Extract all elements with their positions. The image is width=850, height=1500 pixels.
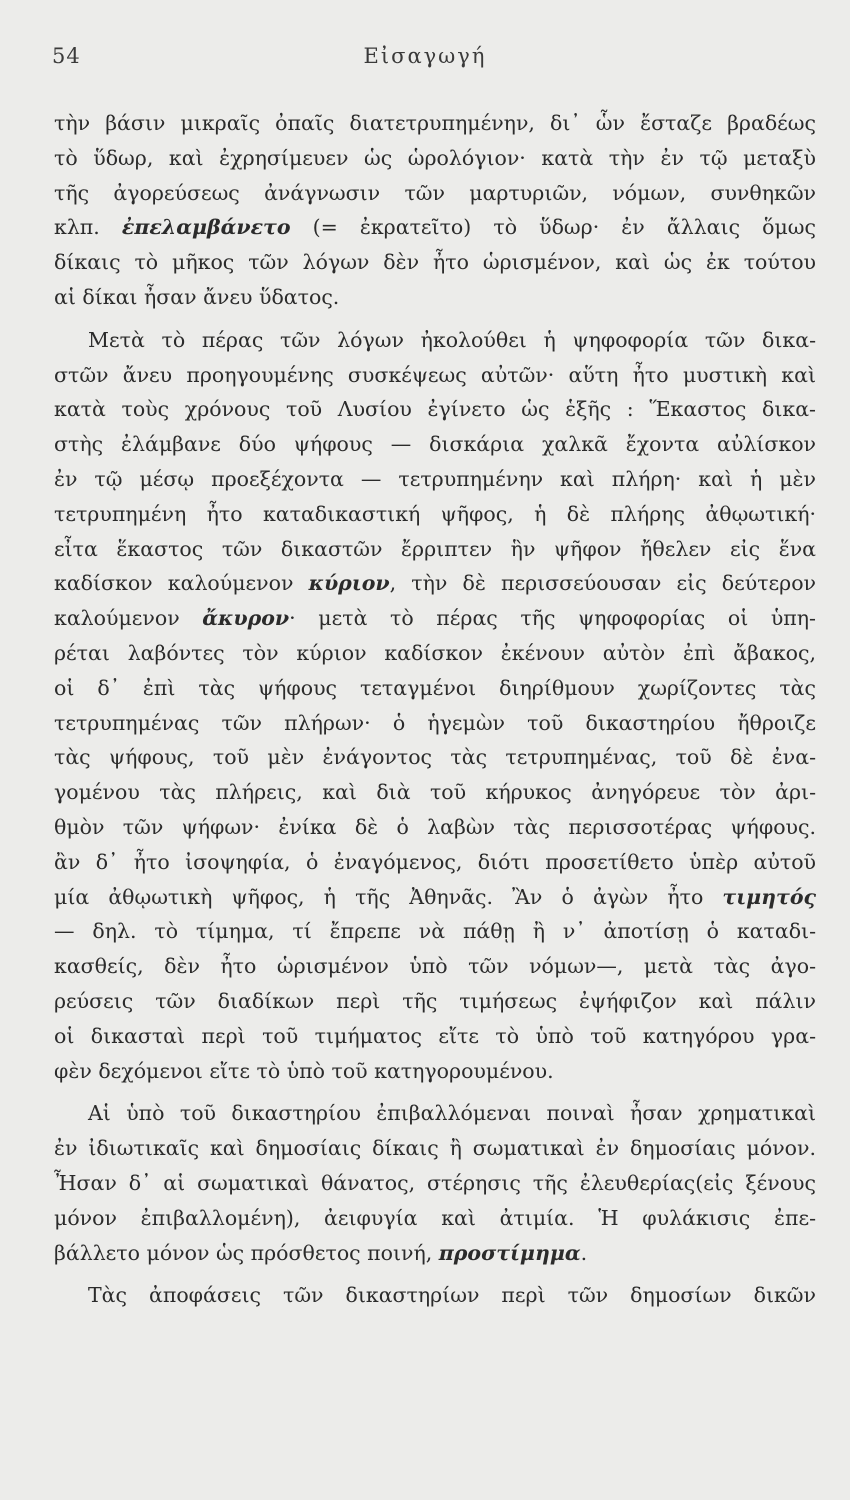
text-line <box>54 1131 816 1166</box>
text-run: καδίσκον καλούμενον <box>54 571 309 596</box>
text-run: κασθείς, δὲν ἦτο ὡρισμένον ὑπὸ τῶν νόμων—, μετὰ τὰς ἀγο- <box>54 954 816 979</box>
text-line <box>54 532 816 567</box>
text-run: ρεύσεις τῶν διαδίκων περὶ τῆς τιμήσεως ἐψήφιζον καὶ πάλιν <box>54 988 816 1013</box>
text-run: · μετὰ τὸ πέρας τῆς ψηφοφορίας οἱ ὑπη- <box>289 606 816 631</box>
text-line <box>54 497 816 532</box>
text-run: κατὰ τοὺς χρόνους τοῦ Λυσίου ἐγίνετο ὡς ἑξῆς : Ἕκαστος δικα- <box>54 397 816 422</box>
text-run: μία ἀθῳωτικὴ ψῆφος, ἡ τῆς Ἀθηνᾶς. Ἂν ὁ ἀγὼν ἦτο <box>54 884 723 909</box>
text-line <box>54 245 816 280</box>
text-run: τετρυπημένας τῶν πλήρων· ὁ ἡγεμὼν τοῦ δικαστηρίου ἤθροιζε <box>54 710 816 735</box>
text-run: Αἱ ὑπὸ τοῦ δικαστηρίου ἐπιβαλλόμεναι ποιναὶ ἦσαν χρηματικαὶ <box>88 1101 816 1126</box>
paragraph-1 <box>54 106 816 315</box>
text-run: . <box>580 1240 588 1265</box>
text-line <box>54 601 816 636</box>
emphasized-term: τιμητός <box>722 884 816 909</box>
text-line <box>54 176 816 211</box>
text-line <box>54 636 816 671</box>
text-run: , τὴν δὲ περισσεύουσαν εἰς δεύτερον <box>389 571 816 596</box>
text-run: τετρυπημένη ἦτο καταδικαστική ψῆφος, ἡ δὲ πλήρης ἀθῳωτική· <box>54 501 816 526</box>
text-run: βάλλετο μόνον ὡς πρόσθετος ποινή, <box>54 1240 439 1265</box>
emphasized-term: ἄκυρον <box>202 606 290 631</box>
text-line <box>54 1166 816 1201</box>
text-line <box>54 141 816 176</box>
text-line <box>54 1278 816 1313</box>
text-run: ἐν τῷ μέσῳ προεξέχοντα — τετρυπημένην καὶ πλήρη· καὶ ἡ μὲν <box>54 466 816 491</box>
text-run: τὸ ὕδωρ, καὶ ἐχρησίμευεν ὡς ὡρολόγιον· κατὰ τὴν ἐν τῷ μεταξὺ <box>54 145 816 170</box>
text-run: οἱ δικασταὶ περὶ τοῦ τιμήματος εἴτε τὸ ὑπὸ τοῦ κατηγόρου γρα- <box>54 1023 816 1048</box>
page-header <box>0 44 850 76</box>
text-run: φὲν δεχόμενοι εἴτε τὸ ὑπὸ τοῦ κατηγορουμένου. <box>54 1058 554 1083</box>
body-text <box>54 106 816 1313</box>
text-line <box>54 949 816 984</box>
text-line <box>54 1096 816 1131</box>
text-line <box>54 1201 816 1236</box>
text-line <box>54 775 816 810</box>
running-title: Εἰσαγωγή <box>363 44 487 68</box>
text-run: αἱ δίκαι ἦσαν ἄνευ ὕδατος. <box>54 284 340 309</box>
text-run: τὰς ψήφους, τοῦ μὲν ἐνάγοντος τὰς τετρυπημένας, τοῦ δὲ ἐνα- <box>54 745 816 770</box>
page-number: 54 <box>52 44 81 68</box>
text-line <box>54 323 816 358</box>
text-line <box>54 280 816 315</box>
text-run: ρέται λαβόντες τὸν κύριον καδίσκον ἐκένουν αὐτὸν ἐπὶ ἄβακος, <box>54 640 816 665</box>
paragraph-2 <box>54 323 816 1089</box>
text-line <box>54 880 816 915</box>
text-run: κλπ. <box>54 215 122 240</box>
text-run: ἐν ἰδιωτικαῖς καὶ δημοσίαις δίκαις ἢ σωματικαὶ ἐν δημοσίαις μόνον. <box>54 1136 816 1161</box>
text-run: τὴν βάσιν μικραῖς ὀπαῖς διατετρυπημένην, δι᾽ ὧν ἔσταζε βραδέως <box>54 111 816 135</box>
text-line <box>54 210 816 245</box>
text-run: Τὰς ἀποφάσεις τῶν δικαστηρίων περὶ τῶν δημοσίων δικῶν <box>88 1283 816 1308</box>
text-line <box>54 740 816 775</box>
text-line <box>54 462 816 497</box>
text-run: οἱ δ᾽ ἐπὶ τὰς ψήφους τεταγμένοι διηρίθμουν χωρίζοντες τὰς <box>54 675 816 700</box>
text-run: εἶτα ἕκαστος τῶν δικαστῶν ἔρριπτεν ἣν ψῆφον ἤθελεν εἰς ἕνα <box>54 536 816 561</box>
text-line <box>54 1236 816 1271</box>
text-line <box>54 914 816 949</box>
text-run: μόνον ἐπιβαλλομένη), ἀειφυγία καὶ ἀτιμία. Ἡ φυλάκισις ἐπε- <box>54 1205 816 1230</box>
text-run: στὴς ἐλάμβανε δύο ψήφους — δισκάρια χαλκᾶ ἔχοντα αὐλίσκον <box>54 432 816 457</box>
text-run: τῆς ἀγορεύσεως ἀνάγνωσιν τῶν μαρτυριῶν, νόμων, συνθηκῶν <box>54 180 816 205</box>
text-line <box>54 427 816 462</box>
text-line <box>54 810 816 845</box>
text-line <box>54 1054 816 1089</box>
text-line <box>54 671 816 706</box>
text-line <box>54 106 816 141</box>
emphasized-term: ἐπελαμβάνετο <box>121 215 291 240</box>
text-line <box>54 1019 816 1054</box>
emphasized-term: κύριον <box>308 571 390 596</box>
emphasized-term: προστίμημα <box>438 1240 581 1265</box>
text-run: γομένου τὰς πλήρεις, καὶ διὰ τοῦ κήρυκος ἀνηγόρευε τὸν ἀρι- <box>54 780 816 805</box>
text-run: στῶν ἄνευ προηγουμένης συσκέψεως αὐτῶν· αὕτη ἦτο μυστικὴ καὶ <box>54 362 816 387</box>
text-run: Ἦσαν δ᾽ αἱ σωματικαὶ θάνατος, στέρησις τῆς ἐλευθερίας(εἰς ξένους <box>54 1170 816 1195</box>
text-run: Μετὰ τὸ πέρας τῶν λόγων ἠκολούθει ἡ ψηφοφορία τῶν δικα- <box>88 327 816 352</box>
text-run: καλούμενον <box>54 606 203 631</box>
paragraph-3 <box>54 1096 816 1270</box>
text-line <box>54 706 816 741</box>
text-line <box>54 358 816 393</box>
text-run: θμὸν τῶν ψήφων· ἐνίκα δὲ ὁ λαβὼν τὰς περισσοτέρας ψήφους. <box>54 814 816 839</box>
text-run: (= ἐκρατεῖτο) τὸ ὕδωρ· ἐν ἄλλαις ὅμως <box>290 215 816 240</box>
text-line <box>54 845 816 880</box>
text-run: ἂν δ᾽ ἦτο ἰσοψηφία, ὁ ἐναγόμενος, διότι προσετίθετο ὑπὲρ αὐτοῦ <box>54 849 816 874</box>
text-run: — δηλ. τὸ τίμημα, τί ἔπρεπε νὰ πάθῃ ἢ ν᾽ ἀποτίσῃ ὁ καταδι- <box>54 919 816 944</box>
text-run: δίκαις τὸ μῆκος τῶν λόγων δὲν ἦτο ὡρισμένον, καὶ ὡς ἐκ τούτου <box>54 250 816 275</box>
paragraph-4 <box>54 1278 816 1313</box>
text-line <box>54 392 816 427</box>
text-line <box>54 984 816 1019</box>
text-line <box>54 566 816 601</box>
